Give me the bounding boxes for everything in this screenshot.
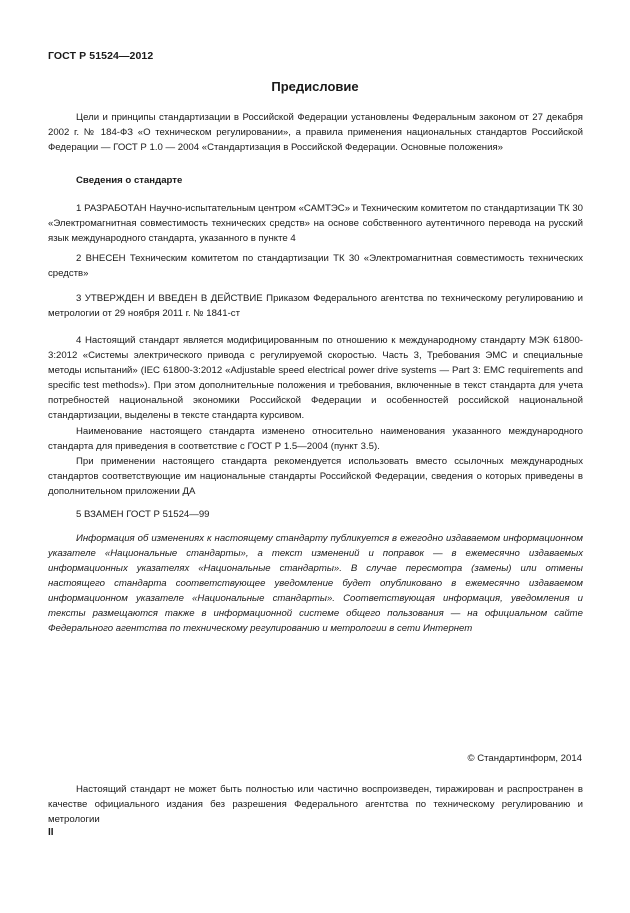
reproduction-notice: Настоящий стандарт не может быть полностью или частично воспроизведен, тиражирован и распространен в качестве официального издания без разрешения Федерального агентства по техническому регулированию и метрологии — [48, 784, 583, 825]
item-5-paragraph: 5 ВЗАМЕН ГОСТ Р 51524—99 — [76, 509, 210, 520]
copyright-line: © Стандартинформ, 2014 — [467, 753, 582, 764]
item-4-paragraph: 4 Настоящий стандарт является модифицированным по отношению к международному стандарту МЭК 61800-3:2012 «Системы электрического привода с регулируемой скоростью. Часть 3, Требования ЭМС и специальные методы испытаний» (IEC 61800-3:2012 «Adjustable speed electrical power drive systems — Part 3: EMC requirements and specific test methods»). При этом дополнительные положения и требования, включенные в текст стандарта для учета потребностей национальной экономики Российской Федерации и особенностей российской национальной стандартизации, выделены в тексте стандарта курсивом. — [48, 335, 583, 421]
item-1-paragraph: 1 РАЗРАБОТАН Научно-испытательным центром «САМТЭС» и Техническим комитетом по стандартизации ТК 30 «Электромагнитная совместимость технических средств» на основе собственного аутентичного перевода на русский язык международного стандарта, указанного в пункте 4 — [48, 203, 583, 244]
item-2-paragraph: 2 ВНЕСЕН Техническим комитетом по стандартизации ТК 30 «Электромагнитная совместимость технических средств» — [48, 253, 583, 279]
page-number: II — [48, 827, 54, 838]
section-subheading: Сведения о стандарте — [76, 175, 183, 186]
document-id-header: ГОСТ Р 51524—2012 — [48, 50, 154, 62]
item-3-paragraph: 3 УТВЕРЖДЕН И ВВЕДЕН В ДЕЙСТВИЕ Приказом Федерального агентства по техническому регулированию и метрологии от 29 ноября 2011 г. № 1841-ст — [48, 293, 583, 319]
page-title: Предисловие — [271, 79, 359, 94]
item-4-paragraph-2: Наименование настоящего стандарта изменено относительно наименования указанного международного стандарта для приведения в соответствие с ГОСТ Р 1.5—2004 (пункт 3.5). — [48, 426, 583, 452]
intro-paragraph: Цели и принципы стандартизации в Российской Федерации установлены Федеральным законом от 27 декабря 2002 г. № 184-ФЗ «О техническом регулировании», а правила применения национальных стандартов Российской Федерации — ГОСТ Р 1.0 — 2004 «Стандартизация в Российской Федерации. Основные положения» — [48, 112, 583, 153]
item-4-paragraph-3: При применении настоящего стандарта рекомендуется использовать вместо ссылочных международных стандартов соответствующие им национальные стандарты Российской Федерации, сведения о которых приведены в дополнительном приложении ДА — [48, 456, 583, 497]
notice-paragraph: Информация об изменениях к настоящему стандарту публикуется в ежегодно издаваемом информационном указателе «Национальные стандарты», а текст изменений и поправок — в ежемесячно издаваемых информационных указателях «Национальные стандарты». В случае пересмотра (замены) или отмены настоящего стандарта соответствующее уведомление будет опубликовано в ежемесячно издаваемом информационном указателе «Национальные стандарты». Соответствующая информация, уведомления и тексты размещаются также в информационной системе общего пользования — на официальном сайте Федерального агентства по техническому регулированию и метрологии в сети Интернет — [48, 533, 583, 634]
